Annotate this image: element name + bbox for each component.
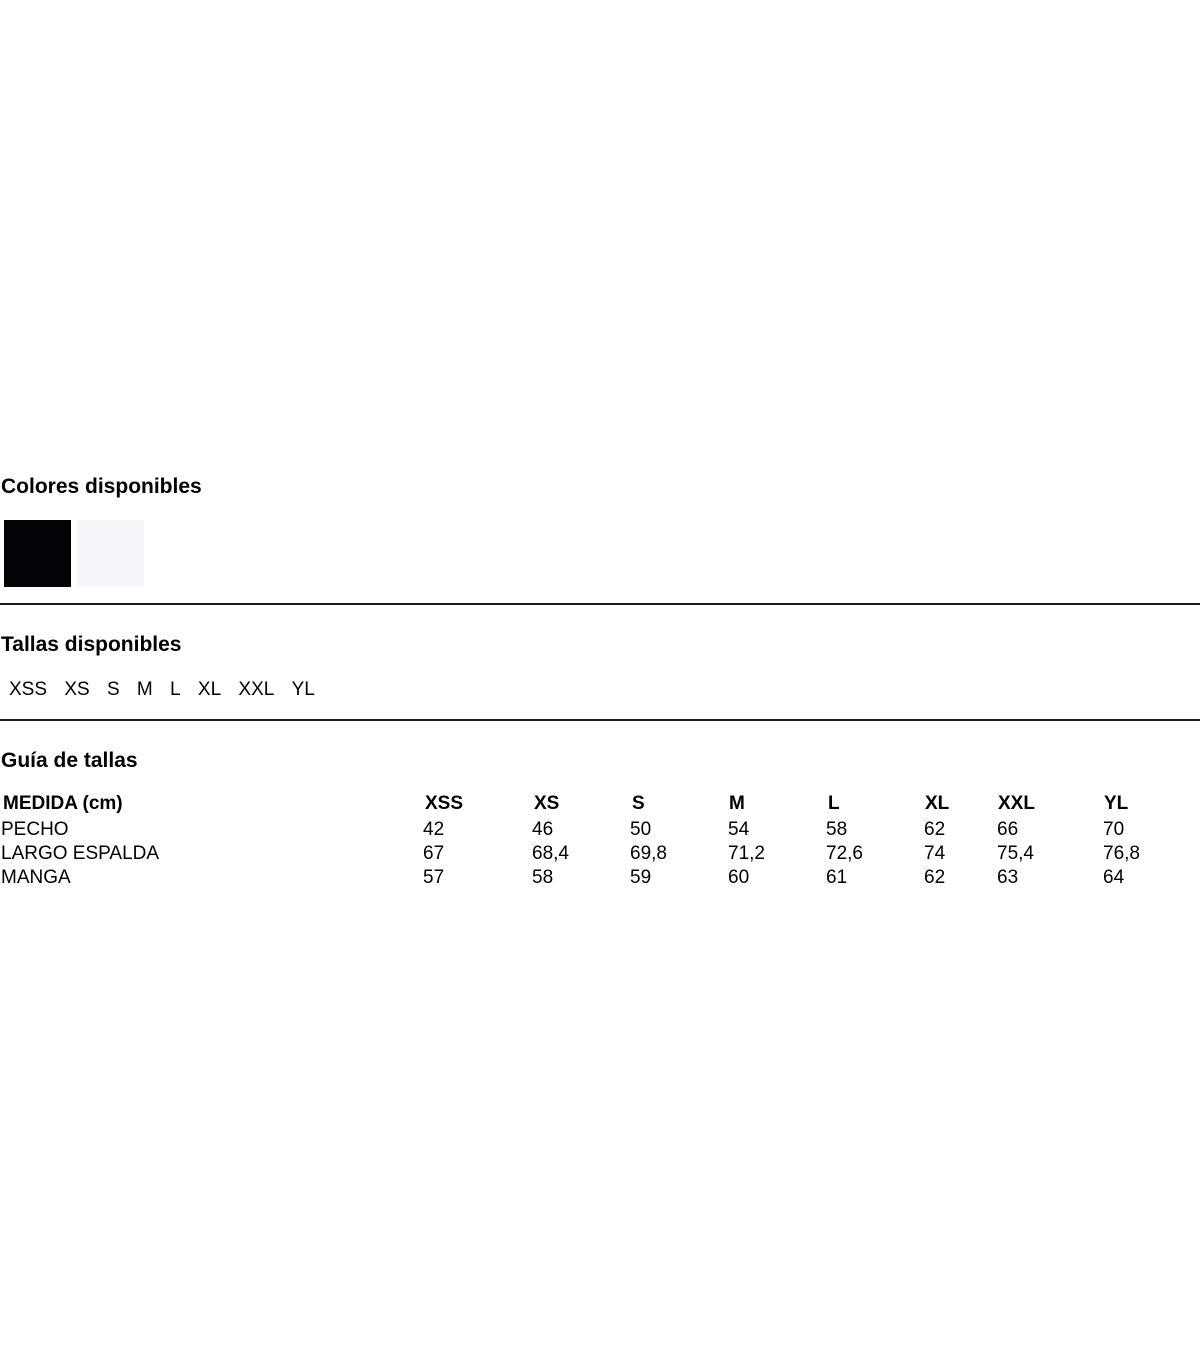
size-guide-table xyxy=(0,792,1200,890)
table-header-cell: XSS xyxy=(425,793,464,814)
table-cell: 75,4 xyxy=(997,843,1034,864)
table-cell: 69,8 xyxy=(630,843,667,864)
size-option-l[interactable]: L xyxy=(170,679,181,700)
table-cell: 42 xyxy=(423,819,445,840)
size-option-m[interactable]: M xyxy=(136,679,153,700)
sizes-section-title: Tallas disponibles xyxy=(1,633,182,656)
table-cell: 61 xyxy=(826,867,848,888)
table-cell: 58 xyxy=(532,867,554,888)
table-cell: 58 xyxy=(826,819,848,840)
table-header-cell: L xyxy=(828,793,840,814)
size-option-xxl[interactable]: XXL xyxy=(238,679,275,700)
table-cell: 68,4 xyxy=(532,843,569,864)
table-cell: 46 xyxy=(532,819,554,840)
divider xyxy=(0,719,1200,721)
table-header-cell: S xyxy=(632,793,645,814)
table-cell: 59 xyxy=(630,867,652,888)
table-cell: 67 xyxy=(423,843,445,864)
table-header-cell: XXL xyxy=(998,793,1035,814)
table-header-cell: MEDIDA (cm) xyxy=(3,793,123,814)
colors-section-title: Colores disponibles xyxy=(1,475,202,498)
size-option-s[interactable]: S xyxy=(106,679,120,700)
table-row-label: MANGA xyxy=(1,867,71,888)
table-cell: 54 xyxy=(728,819,750,840)
table-cell: 62 xyxy=(924,867,946,888)
table-cell: 62 xyxy=(924,819,946,840)
table-cell: 72,6 xyxy=(826,843,863,864)
color-swatch-black[interactable] xyxy=(4,520,71,587)
size-option-xss[interactable]: XSS xyxy=(9,679,48,700)
table-cell: 70 xyxy=(1103,819,1125,840)
table-cell: 76,8 xyxy=(1103,843,1140,864)
available-sizes xyxy=(9,678,327,702)
table-cell: 71,2 xyxy=(728,843,765,864)
divider xyxy=(0,603,1200,605)
size-option-yl[interactable]: YL xyxy=(291,679,315,700)
table-cell: 57 xyxy=(423,867,445,888)
table-header-cell: XL xyxy=(925,793,950,814)
table-cell: 63 xyxy=(997,867,1019,888)
size-option-xl[interactable]: XL xyxy=(197,679,222,700)
table-row-label: LARGO ESPALDA xyxy=(1,843,160,864)
table-cell: 64 xyxy=(1103,867,1125,888)
table-header-cell: XS xyxy=(534,793,560,814)
size-option-xs[interactable]: XS xyxy=(64,679,90,700)
table-header-cell: YL xyxy=(1104,793,1129,814)
color-swatch-white[interactable] xyxy=(77,520,144,587)
size-guide-title: Guía de tallas xyxy=(1,749,138,772)
table-cell: 60 xyxy=(728,867,750,888)
table-cell: 74 xyxy=(924,843,946,864)
table-header-cell: M xyxy=(729,793,745,814)
table-cell: 50 xyxy=(630,819,652,840)
table-row-label: PECHO xyxy=(1,819,69,840)
table-cell: 66 xyxy=(997,819,1019,840)
